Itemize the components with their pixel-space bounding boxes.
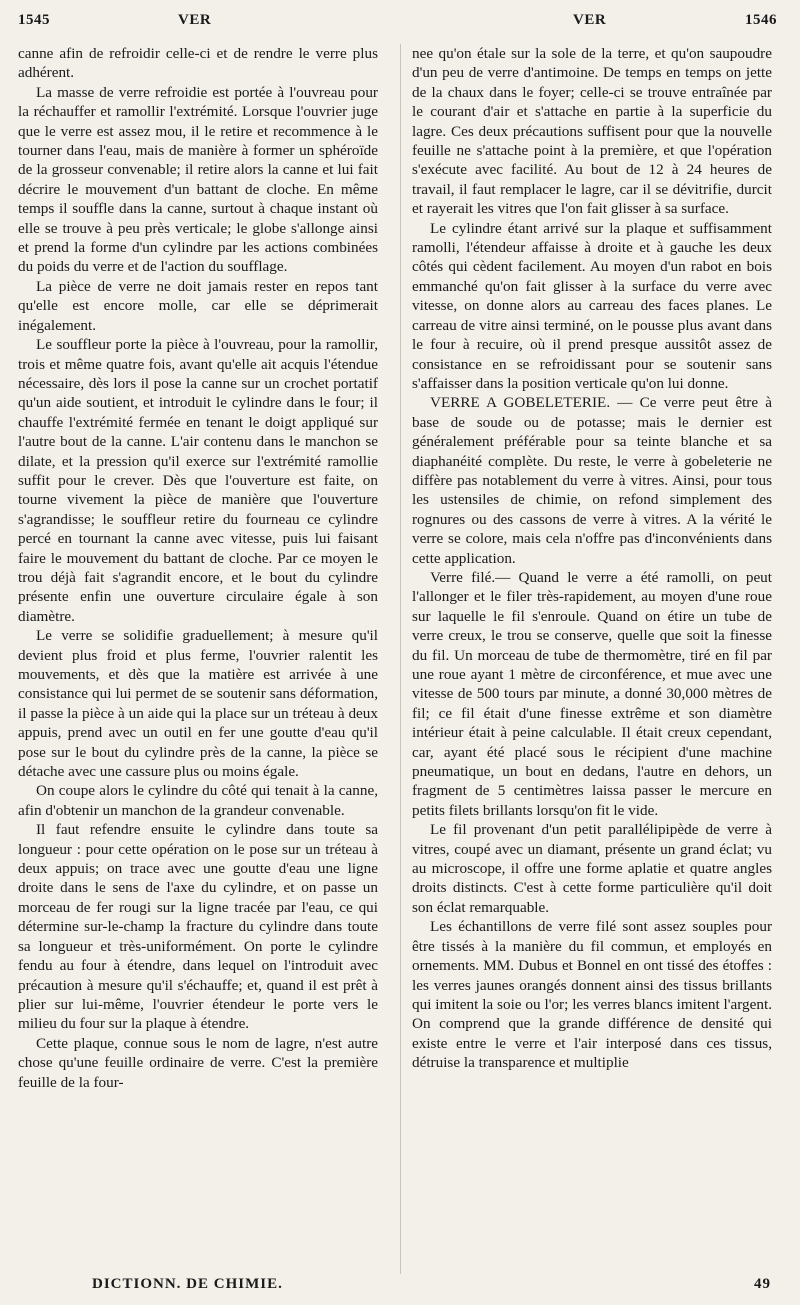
paragraph: Cette plaque, connue sous le nom de lagre, n'est autre chose qu'une feuille ordinaire de verre. C'est la première feuille de la four- — [18, 1034, 378, 1091]
paragraph: nee qu'on étale sur la sole de la terre, et qu'on saupoudre d'un peu de verre d'antimoine. De temps en temps on jette de la chaux dans le foyer; celle-ci se trouve entraînée par le courant d'air et s'attache en partie à la superficie du lagre. Ces deux précautions suffisent pour que la nouvelle feuille ne s'attache point à la première, et que l'opération s'exécute avec facilité. Au bout de 12 à 24 heures de travail, il faut remplacer le lagre, car il se dévitrifie, durcit et rayerait les vitres que l'on fait glisser à sa surface. — [412, 45, 772, 218]
footer-signature: 49 — [754, 1276, 771, 1292]
right-column — [412, 44, 772, 1073]
paragraph: VERRE A GOBELETERIE. — Ce verre peut être à base de soude ou de potasse; mais le dernier est généralement préférable pour sa teinte blanche et sa diaphanéité complète. Du reste, le verre à gobeleterie ne diffère pas notablement du verre à vitres. Ainsi, pour tous les ustensiles de chimie, on refond simplement des rognures ou des cassons de verre à vitres. A la vérité le verre se colore, mais cela n'offre pas d'inconvénients dans cette application. — [412, 394, 772, 567]
paragraph: Les échantillons de verre filé sont assez souples pour être tissés à la manière du fil commun, et employés en ornements. MM. Dubus et Bonnel en ont tissé des étoffes : les verres jaunes orangés donnent ainsi des tissus brillants qui imitent la soie ou l'or; les verres blancs imitent l'argent. On comprend que la grande différence de densité qui existe entre le verre et l'air interposé dans ces tissus, détruise la transparence et multiplie — [412, 918, 772, 1072]
paragraph: Verre filé.— Quand le verre a été ramolli, on peut l'allonger et le filer très-rapidement, au moyen d'une roue sur laquelle le fil s'enroule. Quand on étire un tube de verre creux, le trou se conserve, quelle que soit la finesse du fil. Un morceau de tube de thermomètre, tiré en fil par une roue ayant 1 mètre de circonférence, et mue avec une vitesse de 500 tours par minute, a donné 30,000 mètres de fil; ce fil était d'une finesse extrême et son diamètre intérieur était à peine calculable. Il était creux cependant, car, ayant été placé sous le récipient d'une machine pneumatique, un bout en dedans, l'autre en dehors, un fragment de 5 centimètres laissa passer le mercure en petits filets brillants lorsqu'on fit le vide. — [412, 568, 772, 819]
paragraph: canne afin de refroidir celle-ci et de rendre le verre plus adhérent. — [18, 45, 378, 82]
paragraph: Le fil provenant d'un petit parallélipipède de verre à vitres, coupé avec un diamant, présente un grand éclat; vu au microscope, il offre une forme aplatie et quatre angles droits distincts. C'est à cette forme particulière qu'il doit son éclat remarquable. — [412, 821, 772, 916]
left-page-number: 1545 — [18, 12, 50, 28]
paragraph: Le verre se solidifie graduellement; à mesure qu'il devient plus froid et plus ferme, l'ouvrier ralentit les mouvements, et dès que la matière est arrivée à une consistance qui lui permet de se soutenir sans déformation, il passe la pièce à un aide qui la place sur un tréteau à deux appuis, prend avec un outil en fer une goutte d'eau qu'il pose sur le bout du cylindre près de la canne, la pièce se détache avec une cassure plus ou moins égale. — [18, 627, 378, 781]
paragraph: Le souffleur porte la pièce à l'ouvreau, pour la ramollir, trois et même quatre fois, avant qu'elle ait acquis l'étendue nécessaire, dès lors il pose la canne sur un crochet portatif qu'un aide soutient, et introduit le cylindre dans le four; il chauffe l'extrémité fermée en tenant le doigt appliqué sur l'autre bout de la canne. L'air contenu dans le manchon se dilate, et la pression qu'il exerce sur l'extrémité ramollie suffit pour le crever. Dès que l'ouverture est faite, on tourne vivement la pièce de manière que l'ouverture s'agrandisse; le souffleur retire du fourneau ce cylindre percé en tournant la canne avec vitesse, puis lui faisant faire le mouvement du battant de cloche. Par ce moyen le trou déjà fait s'agrandit encore, et le bout du cylindre présente enfin une ouverture circulaire égale à son diamètre. — [18, 336, 378, 625]
left-running-head: VER — [178, 12, 212, 28]
left-column — [18, 44, 378, 1092]
right-running-head: VER — [573, 12, 607, 28]
column-divider — [400, 44, 401, 1274]
paragraph: On coupe alors le cylindre du côté qui tenait à la canne, afin d'obtenir un manchon de la grandeur convenable. — [18, 782, 378, 819]
paragraph: Il faut refendre ensuite le cylindre dans toute sa longueur : pour cette opération on le pose sur un tréteau à deux appuis; on trace avec une goutte d'eau une ligne droite dans le sens de l'axe du cylindre, et on passe un morceau de fer rougi sur la ligne tracée par l'eau, ce qui détermine sur-le-champ la fracture du cylindre dans toute sa longueur et très-uniformément. On porte le cylindre fendu au four à étendre, dans lequel on l'introduit avec précaution à mesure qu'il s'échauffe; et, quand il est prêt à plier sur lui-même, l'ouvrier étendeur le porte vers le milieu du four sur la plaque à étendre. — [18, 821, 378, 1033]
right-page-number: 1546 — [745, 12, 777, 28]
paragraph: La pièce de verre ne doit jamais rester en repos tant qu'elle est encore molle, car elle se déprimerait inégalement. — [18, 277, 378, 334]
footer-title: DICTIONN. DE CHIMIE. — [92, 1276, 283, 1292]
paragraph: Le cylindre étant arrivé sur la plaque et suffisamment ramolli, l'étendeur affaisse à droite et à gauche les deux côtés qui cèdent facilement. Au moyen d'un rabot en bois emmanché qu'on fait glisser à la surface du verre avec vitesse, on donne alors au carreau des faces planes. Le carreau de vitre ainsi terminé, on le pousse plus avant dans le four à recuire, où il prend presque aussitôt assez de consistance en se refroidissant pour se soutenir sans s'affaisser dans la position verticale qu'on lui donne. — [412, 219, 772, 392]
paragraph: La masse de verre refroidie est portée à l'ouvreau pour la réchauffer et ramollir l'extrémité. Lorsque l'ouvrier juge que le verre est assez mou, il le retire et recommence à le tourner dans l'eau, mais de manière à former un sphéroïde de la grosseur convenable; il retire alors la canne et lui fait décrire le mouvement d'un battant de cloche. En même temps il souffle dans la canne, surtout à chaque instant où elle se trouve à peu près verticale; le globe s'allonge ainsi et prend la forme d'un cylindre par les actions combinées du poids du verre et de l'action du soufflage. — [18, 83, 378, 276]
